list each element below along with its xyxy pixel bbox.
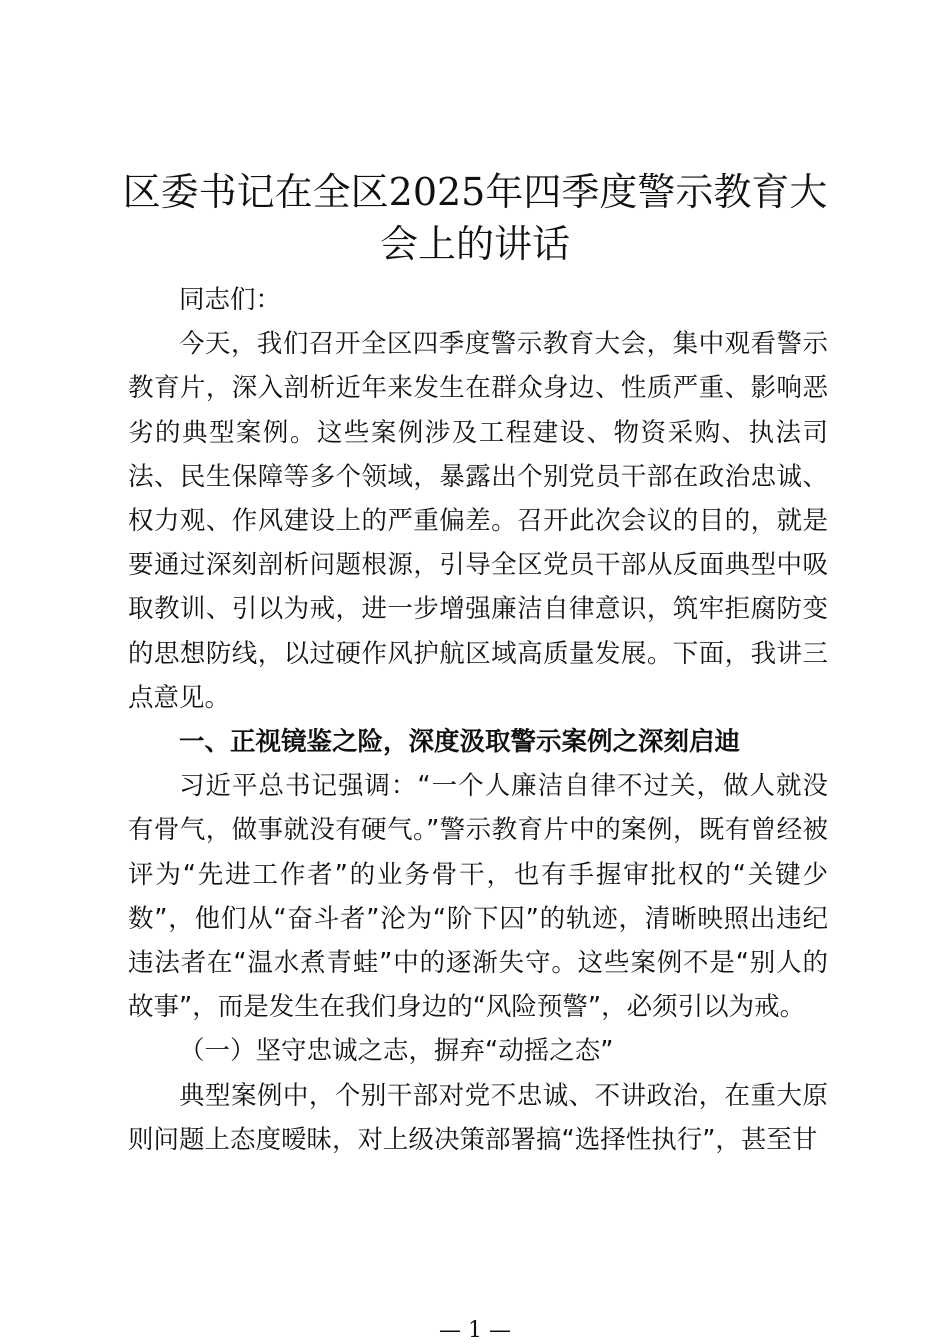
salutation: 同志们： [179, 285, 282, 315]
section-heading-1: 一、正视镜鉴之险，深度汲取警示案例之深刻启迪 [179, 727, 741, 758]
document-title: 区委书记在全区2025年四季度警示教育大会上的讲话 [122, 170, 828, 266]
page-number: — 1 — [439, 1318, 511, 1343]
section-1-paragraph: 习近平总书记强调：“一个人廉洁自律不过关，做人就没有骨气，做事就没有硬气。”警示教育片中的案例，既有曾经被评为“先进工作者”的业务骨干，也有手握审批权的“关键少数”，他们从“奋斗者”沦为“阶下囚”的轨迹，清晰映照出违纪违法者在“温水煮青蛙”中的逐渐失守。这些案例不是“别人的故事”，而是发生在我们身边的“风险预警”，必须引以为戒。 [128, 771, 828, 1023]
subsection-1-paragraph: 典型案例中，个别干部对党不忠诚、不讲政治，在重大原则问题上态度暧昧，对上级决策部署搞“选择性执行”，甚至甘 [128, 1080, 828, 1155]
subsection-heading-1: （一）坚守忠诚之志，摒弃“动摇之态” [179, 1036, 614, 1067]
document-body [128, 278, 828, 1162]
intro-paragraph: 今天，我们召开全区四季度警示教育大会，集中观看警示教育片，深入剖析近年来发生在群众身边、性质严重、影响恶劣的典型案例。这些案例涉及工程建设、物资采购、执法司法、民生保障等多个领域，暴露出个别党员干部在政治忠诚、权力观、作风建设上的严重偏差。召开此次会议的目的，就是要通过深刻剖析问题根源，引导全区党员干部从反面典型中吸取教训、引以为戒，进一步增强廉洁自律意识，筑牢拒腐防变的思想防线，以过硬作风护航区域高质量发展。下面，我讲三点意见。 [128, 329, 828, 713]
